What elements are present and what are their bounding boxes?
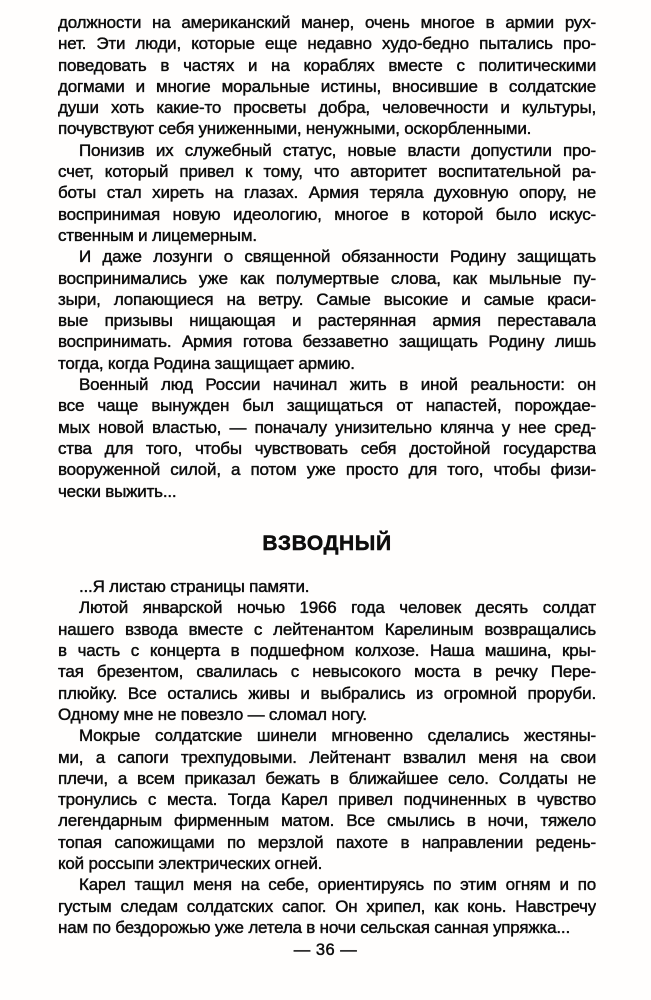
text-line: мых новой властью, — поначалу унизительно клянча у нее сред-	[58, 417, 596, 437]
text-line: боты стал хиреть на глазах. Армия теряла духовную опору, не	[58, 183, 596, 203]
text-line: нашего взвода вместе с лейтенантом Карелиным возвращались	[58, 619, 596, 639]
text-line: плечи, а всем приказал бежать в ближайшее село. Солдаты не	[58, 768, 596, 788]
page-number: — 36 —	[293, 941, 358, 959]
chapter-heading: ВЗВОДНЫЙ	[262, 531, 392, 555]
paragraph	[58, 576, 596, 597]
text-line: ства для того, чтобы чувствовать себя достойной государства	[58, 438, 596, 458]
paragraph	[58, 597, 596, 725]
text-line: души хоть какие-то просветы добра, человечности и культуры,	[58, 98, 596, 118]
text-line: догмами и многие моральные истины, вносившие в солдатские	[58, 76, 596, 96]
text-line: плюйку. Все остались живы и выбрались из огромной проруби.	[58, 683, 596, 703]
text-line: вооруженной силой, а потом уже просто для того, чтобы физи-	[58, 460, 596, 480]
text-line: Одному мне не повезло — сломал ногу.	[58, 704, 367, 724]
text-line: счет, который привел к тому, что авторитет воспитательной ра-	[58, 162, 596, 182]
text-line: поведовать в частях и на кораблях вместе с политическими	[58, 55, 596, 75]
paragraph	[58, 874, 596, 938]
text-line: зыри, лопающиеся на ветру. Самые высокие и самые краси-	[58, 289, 596, 309]
text-line: топая сапожищами по мерзлой пахоте в направлении редень-	[58, 832, 596, 852]
text-line: тронулись с места. Тогда Карел привел подчиненных в чувство	[58, 790, 596, 810]
text-line: воспринимая новую идеологию, многое в которой было искус-	[58, 204, 596, 224]
paragraph	[58, 246, 596, 374]
text-line: Военный люд России начинал жить в иной реальности: он	[79, 375, 596, 395]
text-line: воспринимались уже как полумертвые слова, как мыльные пу-	[58, 268, 596, 288]
text-line: легендарным фирменным матом. Все смылись в ночи, тяжело	[58, 811, 596, 831]
text-line: нет. Эти люди, которые еще недавно худо-бедно пытались про-	[58, 34, 596, 54]
text-line: почувствуют себя униженными, ненужными, оскорбленными.	[58, 119, 532, 139]
text-line: в часть с концерта в подшефном колхозе. Наша машина, кры-	[58, 641, 596, 661]
text-line: густым следам солдатских сапог. Он хрипел, как конь. Навстречу	[58, 896, 596, 916]
text-line: воспринимать. Армия готова беззаветно защищать Родину лишь	[58, 332, 596, 352]
paragraph	[58, 725, 596, 874]
text-line: чески выжить...	[58, 481, 177, 501]
text-line: нам по бездорожью уже летела в ночи сельская санная упряжка...	[58, 917, 570, 937]
text-line: кой россыпи электрических огней.	[58, 853, 323, 873]
text-line: тогда, когда Родина защищает армию.	[58, 353, 355, 373]
text-line: тая брезентом, свалилась с невысокого моста в речку Пере-	[58, 662, 596, 682]
text-line: И даже лозунги о священной обязанности Родину защищать	[79, 247, 596, 267]
paragraph	[58, 374, 596, 502]
text-line: должности на американский манер, очень многое в армии рух-	[58, 13, 596, 32]
text-line: ми, а сапоги трехпудовыми. Лейтенант взвалил меня на свои	[58, 747, 596, 767]
paragraph	[58, 12, 596, 140]
text-line: ...Я листаю страницы памяти.	[79, 577, 310, 597]
text-line: все чаще вынужден был защищаться от напастей, порождае-	[58, 396, 596, 416]
text-column	[58, 12, 596, 938]
text-line: Мокрые солдатские шинели мгновенно сделались жестяны-	[79, 726, 596, 746]
text-line: Карел тащил меня на себе, ориентируясь по этим огням и по	[79, 875, 596, 895]
text-line: Лютой январской ночью 1966 года человек десять солдат	[79, 598, 596, 618]
text-line: вые призывы нищающая и растерянная армия переставала	[58, 311, 596, 331]
paragraph	[58, 140, 596, 246]
text-line: Понизив их служебный статус, новые власти допустили про-	[79, 140, 596, 160]
text-line: ственным и лицемерным.	[58, 225, 257, 245]
